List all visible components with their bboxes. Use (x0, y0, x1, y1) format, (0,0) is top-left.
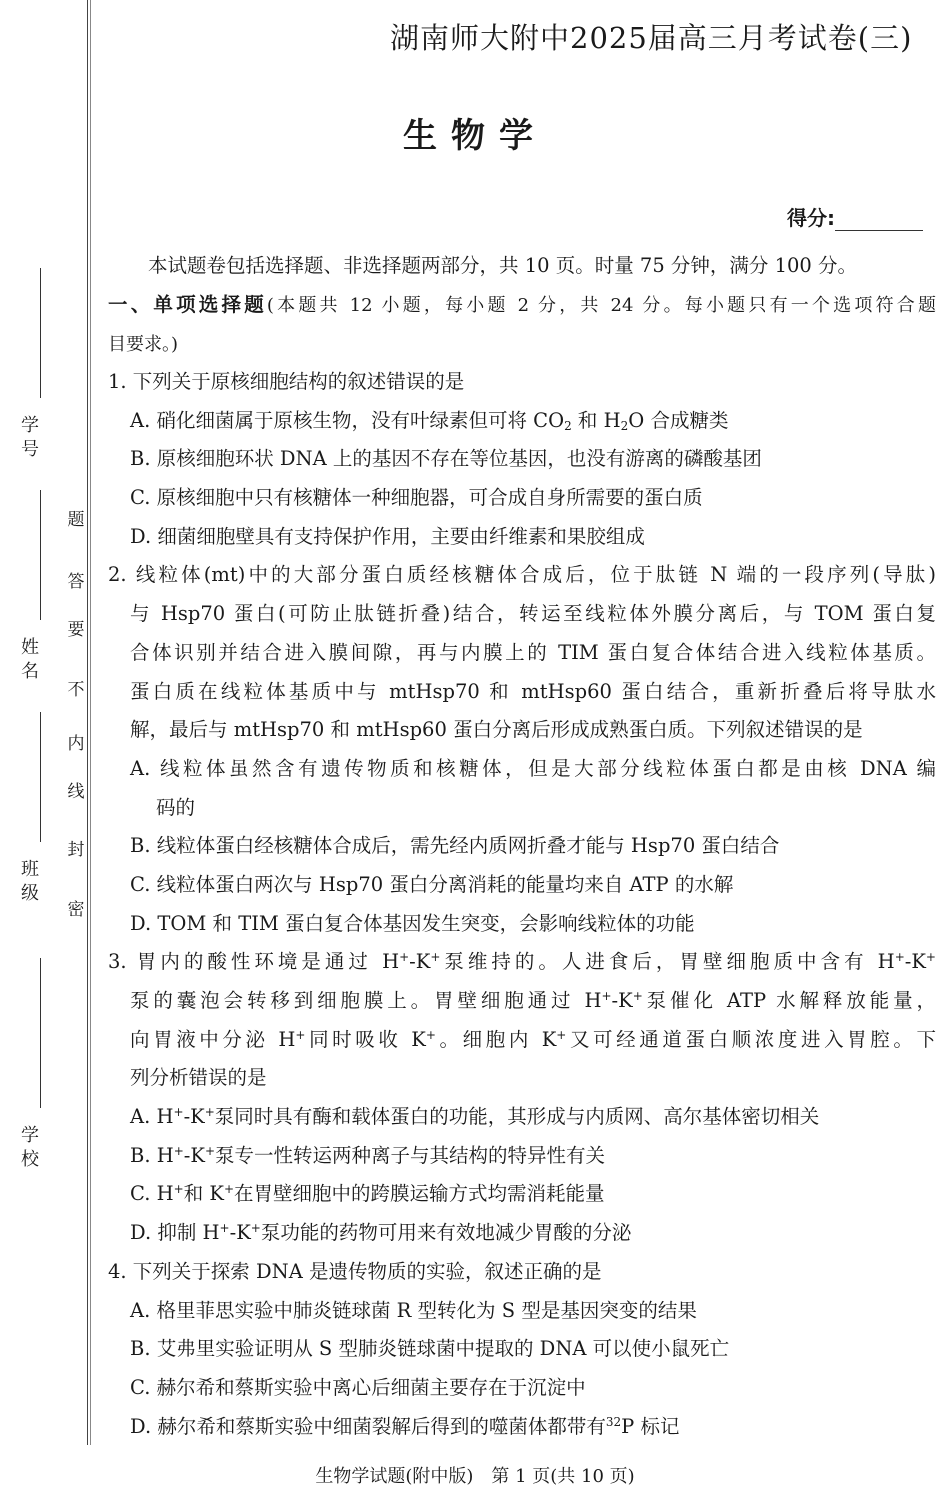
question-1-stem: 1. 下列关于原核细胞结构的叙述错误的是 (108, 370, 465, 393)
question-2-stem-line-3: 合体识别并结合进入膜间隙，再与内膜上的 TIM 蛋白复合体结合进入线粒体基质。 (130, 640, 936, 664)
question-1 (108, 363, 936, 556)
question-2-stem-line-2: 与 Hsp70 蛋白(可防止肽链折叠)结合，转运至线粒体外膜分离后，与 TOM 蛋白复 (130, 602, 936, 626)
student-id-line[interactable] (40, 268, 41, 398)
name-label: 姓 名 (21, 637, 39, 682)
question-2-option-b[interactable]: B. 线粒体蛋白经核糖体合成后，需先经内质网折叠才能与 Hsp70 蛋白结合 (130, 834, 780, 858)
question-2-stem-line-4: 蛋白质在线粒体基质中与 mtHsp70 和 mtHsp60 蛋白结合，重新折叠后将导肽水 (130, 679, 936, 703)
question-1-option-d[interactable]: D. 细菌细胞壁具有支持保护作用，主要由纤维素和果胶组成 (130, 524, 645, 548)
question-3-option-b[interactable]: B. H+-K+泵专一性转运两种离子与其结构的特异性有关 (130, 1143, 606, 1167)
score-blank[interactable] (835, 210, 923, 231)
class-line[interactable] (40, 712, 41, 842)
question-2-stem-line-1: 2. 线粒体(mt)中的大部分蛋白质经核糖体合成后，位于肽链 N 端的一段序列(导肽) (108, 563, 936, 587)
seal-char-6: 要 (67, 620, 85, 640)
intro-text: 本试题卷包括选择题、非选择题两部分，共 10 页。时量 75 分钟，满分 100 分。 (148, 254, 858, 277)
student-id-label: 学 号 (21, 415, 39, 460)
exam-header-title: 湖南师大附中2025届高三月考试卷(三) (390, 21, 913, 55)
subject-title: 生物学 (403, 116, 547, 156)
section-1-note-cont: 目要求。) (108, 333, 179, 355)
question-4-option-d[interactable]: D. 赫尔希和蔡斯实验中细菌裂解后得到的噬菌体都带有$^{32}$P 标记 (130, 1414, 680, 1438)
binding-margin (0, 0, 95, 1505)
name-line[interactable] (40, 490, 41, 620)
question-1-option-a[interactable]: A. 硝化细菌属于原核生物，没有叶绿素但可将 $CO_2$ 和 $H_2O$ 合成糖类 (130, 408, 729, 433)
question-3-stem-line-3: 向胃液中分泌 H+同时吸收 K+。细胞内 K+又可经通道蛋白顺浓度进入胃腔。下 (130, 1027, 936, 1051)
question-4-stem: 4. 下列关于探索 DNA 是遗传物质的实验，叙述正确的是 (108, 1259, 602, 1283)
seal-char-3: 线 (67, 782, 85, 802)
question-2 (108, 556, 936, 943)
school-label: 学 校 (21, 1125, 39, 1170)
question-2-option-d[interactable]: D. TOM 和 TIM 蛋白复合体基因发生突变，会影响线粒体的功能 (130, 911, 695, 935)
section-1-heading: 一、单项选择题 (108, 293, 267, 316)
score-field (787, 202, 923, 231)
score-label: 得分: (787, 206, 835, 230)
question-4-option-c[interactable]: C. 赫尔希和蔡斯实验中离心后细菌主要存在于沉淀中 (130, 1375, 586, 1399)
binding-line (87, 0, 88, 1445)
seal-char-7: 答 (67, 572, 85, 592)
binding-line-inner (90, 0, 91, 1445)
school-line[interactable] (40, 958, 41, 1108)
seal-char-2: 封 (67, 840, 85, 860)
question-3-stem-line-4: 列分析错误的是 (130, 1066, 267, 1090)
question-3-option-d[interactable]: D. 抑制 H+-K+泵功能的药物可用来有效地减少胃酸的分泌 (130, 1221, 632, 1245)
seal-char-8: 题 (67, 510, 85, 530)
question-1-option-c[interactable]: C. 原核细胞中只有核糖体一种细胞器，可合成自身所需要的蛋白质 (130, 486, 703, 510)
question-1-option-b[interactable]: B. 原核细胞环状 DNA 上的基因不存在等位基因，也没有游离的磷酸基团 (130, 447, 762, 471)
page-footer: 生物学试题(附中版) 第 1 页(共 10 页) (315, 1466, 635, 1487)
seal-char-1: 密 (67, 900, 85, 920)
section-1-note: (本题共 12 小题，每小题 2 分，共 24 分。每小题只有一个选项符合题 (266, 295, 936, 316)
question-2-option-a[interactable]: A. 线粒体虽然含有遗传物质和核糖体，但是大部分线粒体蛋白都是由核 DNA 编 (130, 756, 936, 780)
question-2-stem-line-5: 解，最后与 mtHsp70 和 mtHsp60 蛋白分离后形成成熟蛋白质。下列叙述错误的是 (130, 718, 863, 742)
seal-char-4: 内 (67, 734, 85, 754)
question-2-option-c[interactable]: C. 线粒体蛋白两次与 Hsp70 蛋白分离消耗的能量均来自 ATP 的水解 (130, 872, 734, 896)
question-3-option-a[interactable]: A. H+-K+泵同时具有酶和载体蛋白的功能，其形成与内质网、高尔基体密切相关 (130, 1105, 820, 1129)
question-4-option-a[interactable]: A. 格里菲思实验中肺炎链球菌 R 型转化为 S 型是基因突变的结果 (130, 1298, 697, 1322)
class-label: 班 级 (21, 859, 39, 904)
seal-char-5: 不 (67, 680, 85, 700)
question-2-option-a-cont[interactable]: 码的 (156, 795, 196, 819)
question-3-stem-line-2: 泵的囊泡会转移到细胞膜上。胃壁细胞通过 H+-K+泵催化 ATP 水解释放能量， (130, 989, 936, 1012)
exam-content (108, 246, 936, 1446)
question-3-stem-line-1: 3. 胃内的酸性环境是通过 H+-K+泵维持的。人进食后，胃壁细胞质中含有 H+-K+ (108, 950, 936, 974)
section-1-header (108, 286, 936, 363)
question-4-option-b[interactable]: B. 艾弗里实验证明从 S 型肺炎链球菌中提取的 DNA 可以使小鼠死亡 (130, 1337, 730, 1361)
question-3-option-c[interactable]: C. H+和 K+在胃壁细胞中的跨膜运输方式均需消耗能量 (130, 1182, 605, 1206)
question-3 (108, 943, 936, 1253)
question-4 (108, 1253, 936, 1446)
